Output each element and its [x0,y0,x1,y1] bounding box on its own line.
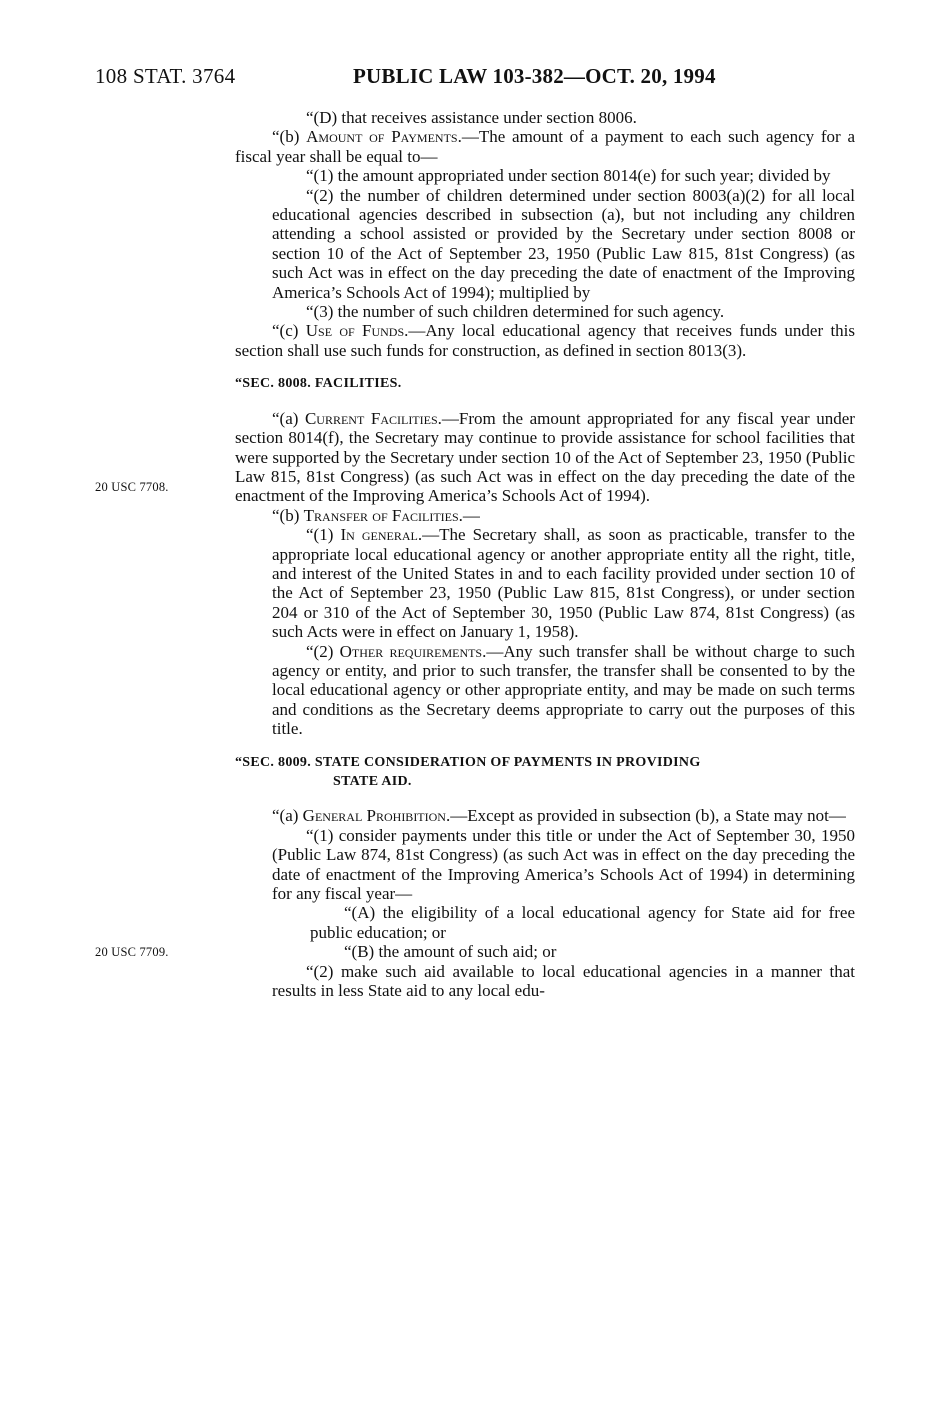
statute-page-number: 108 STAT. 3764 [95,64,236,88]
paragraph-3-number-for-agency: “(3) the number of such children determined for such agency. [306,302,725,322]
paragraph-1-in-general: “(1) In general.—The Secretary shall, as soon as practicable, transfer to the appropriate local educational agency or another appropriate entity all the right, title, and interest of the United States in and to each facility provided under section 10 of the Act of September 23, 1950 (Public Law 815, 81st Congress), or under section 204 or 310 of the Act of September 30, 1950 (Public Law 874, 81st Congress) (as such Acts were in effect on January 1, 1958). [272,525,855,642]
paragraph-1-consider-payments: “(1) consider payments under this title or under the Act of September 30, 1950 (Public Law 874, 81st Congress) (as such Act was in effect on the day preceding the date of enactment of the Improving America’s Schools Act of 1994) in determining for any fiscal year— [272,825,855,904]
paragraph-2-other-requirements: “(2) Other requirements.—Any such transfer shall be without charge to such agency or entity, and prior to such transfer, the transfer shall be consented to by the local educational agency or other appropriate entity, and may be made on such terms and conditions as the Secretary deems appropriate to carry out the purposes of this title. [272,641,855,739]
document-body [235,108,855,1000]
paragraph-1-amount-appropriated: “(1) the amount appropriated under section 8014(e) for such year; divided by [306,166,831,186]
page-header [95,64,855,94]
section-8009-heading: “SEC. 8009. STATE CONSIDERATION OF PAYMENTS IN PROVIDING STATE AID. [235,754,701,789]
heading-in-general: In general [340,525,418,545]
paragraph-transfer-of-facilities: “(b) Transfer of Facilities.— [272,505,480,525]
paragraph-b-amount-of-aid: “(B) the amount of such aid; or [344,942,557,962]
margin-note-usc-7708: 20 USC 7708. [95,480,169,494]
section-8008-heading: “SEC. 8008. FACILITIES. [235,376,402,392]
paragraph-current-facilities: “(a) Current Facilities.—From the amount appropriated for any fiscal year under section 8014(f), the Secretary may continue to provide assistance for school facilities that were supported by the Secretary under section 10 of the Act of September 23, 1950 (Public Law 815, 81st Congress) (as such Act was in effect on the day preceding the date of the enactment of the Improving America’s Schools Act of 1994). [235,408,855,506]
heading-transfer-of-facilities: Transfer of Facilities [303,505,459,525]
paragraph-general-prohibition: “(a) General Prohibition.—Except as provided in subsection (b), a State may not— [272,806,846,826]
paragraph-use-of-funds: “(c) Use of Funds.—Any local educational agency that receives funds under this section shall use such funds for construction, as defined in section 8013(3). [235,321,856,360]
paragraph-a-eligibility: “(A) the eligibility of a local educational agency for State aid for free public education; or [310,903,855,942]
heading-other-requirements: Other requirements [339,641,483,661]
paragraph-amount-of-payments: “(b) Amount of Payments.—The amount of a payment to each such agency for a fiscal year shall be equal to— [235,127,855,166]
heading-use-of-funds: Use of Funds [305,321,405,341]
heading-current-facilities: Current Facilities [304,408,438,428]
paragraph-2-make-aid-available: “(2) make such aid available to local educational agencies in a manner that results in less State aid to any local edu- [272,961,855,1001]
heading-amount-of-payments: Amount of Payments [306,127,458,147]
paragraph-2-number-of-children: “(2) the number of children determined under section 8003(a)(2) for all local educational agencies described in subsection (a), but not including any children attending a school assisted or provided by the Secretary under section 8008 or section 10 of the Act of September 23, 1950 (Public Law 815, 81st Congress) (as such Act was in effect on the day preceding the date of enactment of the Improving America’s Schools Act of 1994); multiplied by [272,185,855,302]
public-law-title: PUBLIC LAW 103-382—OCT. 20, 1994 [353,64,716,88]
heading-general-prohibition: General Prohibition [302,806,446,826]
paragraph-d: “(D) that receives assistance under section 8006. [306,108,637,127]
margin-note-usc-7709: 20 USC 7709. [95,945,169,959]
